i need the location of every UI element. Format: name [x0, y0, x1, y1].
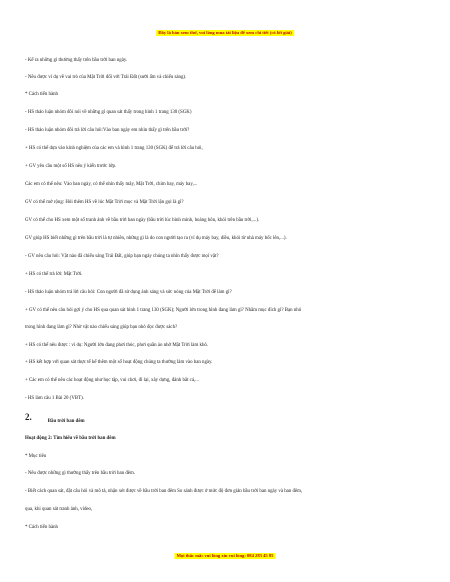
- text-line: GV có thể cho HS xem một số tranh ảnh về bầu trời ban ngày (bầu trời lúc bình minh, hoàng hôn, khói trên bầu trời,...).: [25, 218, 260, 223]
- text-line: - HS thảo luận nhóm trả lời câu hỏi: Con người đã sử dụng ánh sáng và sức nóng của Mặt Trời để làm gì?: [25, 290, 232, 295]
- text-line: - HS làm câu 1 Bài 20 (VBT).: [25, 396, 84, 401]
- text-line: + Các em có thể nêu các hoạt động như học tập, vui chơi, đi lại, xây dựng, đánh bắt cá,...: [25, 378, 199, 383]
- section-number: 2.: [25, 412, 32, 422]
- text-line: - Biết cách quan sát, đặt câu hỏi và mô tả, nhận xét được về bầu trời ban đêm So sánh được ở mức độ đơn giản bầu trời ban ngày và ban đêm,: [25, 489, 303, 494]
- text-line: - Kể ra những gì thường thấy trên bầu trời ban ngày.: [25, 58, 128, 63]
- text-line: + GV có thể nêu câu hỏi gợi ý cho HS qua quan sát hình 1 trang 130 (SGK); Người lớn trong hình đang làm gì? Nhằm mục đích gì? Bạn nhỏ: [25, 308, 302, 313]
- section-heading: [25, 412, 85, 425]
- text-line: trong hình đang làm gì? Nhờ vật nào chiếu sáng giúp bạn nhỏ đọc được sách?: [25, 325, 178, 330]
- text-line: + HS có thể nêu được : ví dụ: Người lớn đang phơi thóc, phơi quần áo nhờ Mặt Trời làm khô.: [25, 343, 209, 348]
- text-line: * Cách tiến hành: [25, 92, 59, 97]
- text-line: + GV yêu cầu một số HS nêu ý kiến trước lớp.: [25, 164, 117, 169]
- text-line: + HS có thể dựa vào kinh nghiệm của các em và hình 1 trang 130 (SGK) để trả lời câu hỏi,: [25, 146, 203, 151]
- text-line: * Mục tiêu: [25, 454, 47, 459]
- contact-banner: Mọi thắc mắc vui lòng xin vui lòng: 084 283 45 85: [176, 553, 274, 558]
- text-line: * Cách tiến hành: [25, 525, 59, 530]
- text-line: GV có thể mở rộng: Hỏi thêm HS về lúc Mặt Trời mọc và Mặt Trời lặn gọi là gì?: [25, 200, 184, 205]
- text-line: + HS kết hợp với quan sát thực tế kể thêm một số hoạt động chúng ta thường làm vào ban ngày.: [25, 360, 213, 365]
- text-line: - HS thảo luận nhóm đôi nói về những gì quan sát thấy trong hình 1 trang 130 (SGK): [25, 110, 192, 115]
- text-line: - HS thảo luận nhóm đôi trả lời câu hỏi:Vào ban ngày em nhìn thấy gì trên bầu trời?: [25, 128, 190, 133]
- text-line: qua, khi quan sát tranh ảnh, video,: [25, 507, 93, 512]
- text-line: - Nêu được ví dụ về vai trò của Mặt Trời đối với Trái Đất (sưởi ấm và chiếu sáng).: [25, 75, 187, 80]
- preview-notice-banner: Đầy là bản xem thử, vui lòng mua tài liệu để xem chi tiết (có lời giải): [158, 30, 292, 35]
- text-line: Các em có thể nêu: Vào ban ngày, có thể nhìn thấy mây, Mặt Trời, chim bay, máy bay,...: [25, 182, 198, 187]
- activity-title: Hoạt động 2: Tìm hiểu về bầu trời ban đêm: [25, 436, 116, 441]
- text-line: - GV nêu câu hỏi: Vật nào đã chiếu sáng Trái Đất, giúp bạn ngày chúng ta nhìn thấy được mọi vật?: [25, 254, 219, 259]
- text-line: + HS có thể trả lời: Mặt Trời.: [25, 272, 83, 277]
- section-title: Bầu trời ban đêm: [47, 419, 85, 424]
- text-line: GV giúp HS biết những gì trên bầu trời là tự nhiên, những gì là do con người tạo ra (ví dụ máy bay, diều, khói từ nhà máy bốc lên,...).: [25, 236, 287, 241]
- text-line: - Nêu được những gì thường thấy trên bầu trời ban đêm.: [25, 471, 135, 476]
